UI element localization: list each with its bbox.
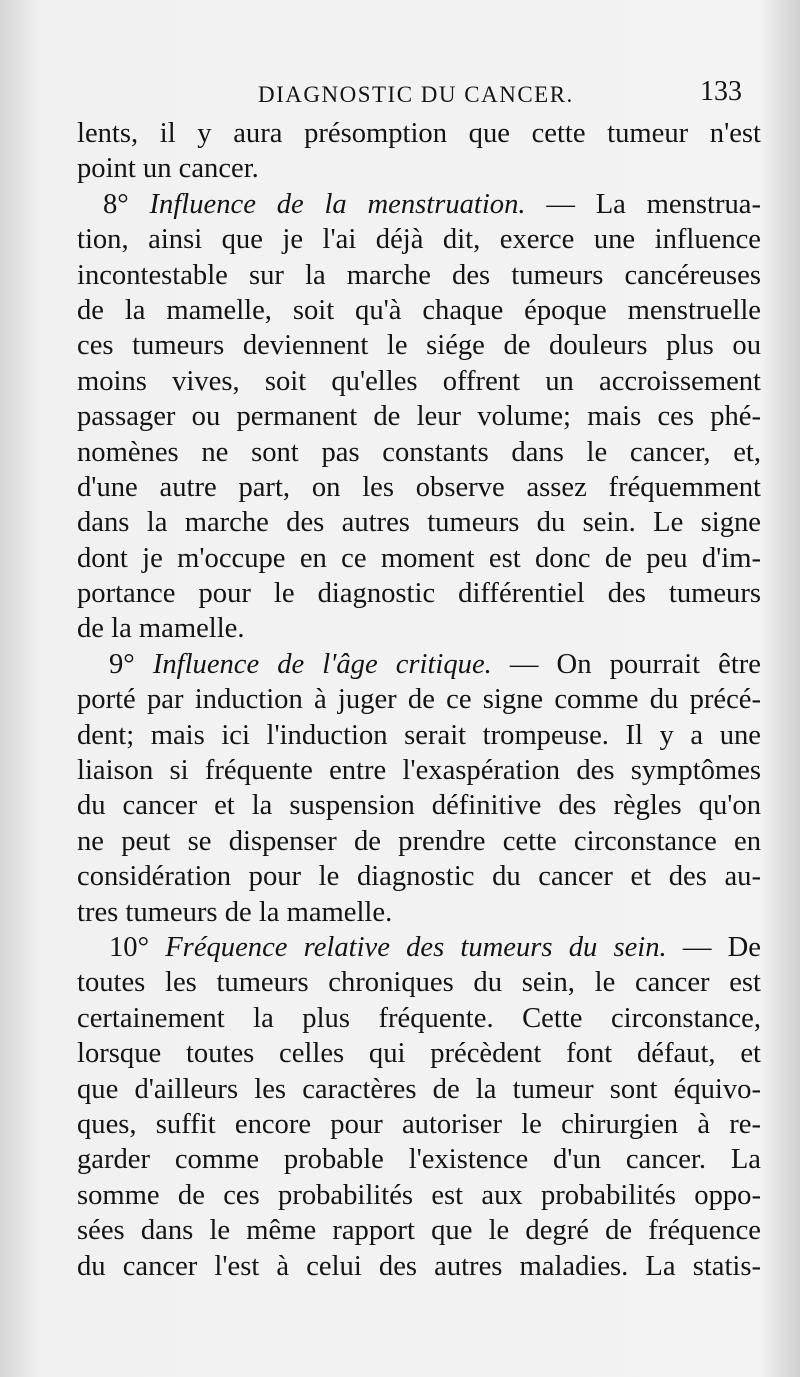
section-heading-line — [77, 647, 761, 682]
text-line: que d'ailleurs les caractères de la tumeur sont équivo- — [77, 1073, 761, 1105]
text-line: passager ou permanent de leur volume; mais ces phé- — [77, 401, 761, 433]
text-line: ques, suffit encore pour autoriser le chirurgien à re- — [77, 1108, 761, 1140]
text-line: dans la marche des autres tumeurs du sein. Le signe — [77, 507, 761, 539]
text-line: dont je m'occupe en ce moment est donc de peu d'im- — [77, 542, 761, 574]
text-line: tres tumeurs de la mamelle. — [77, 896, 393, 928]
text-line: considération pour le diagnostic du cancer et des au- — [77, 861, 761, 893]
text-line: somme de ces probabilités est aux probabilités oppo- — [77, 1179, 761, 1211]
text-fragment: — De — [682, 931, 761, 963]
text-fragment: — On pourrait être — [509, 648, 761, 680]
text-line: lents, il y aura présomption que cette tumeur n'est — [77, 118, 761, 149]
text-line: porté par induction à juger de ce signe comme du précé- — [77, 684, 761, 716]
text-line: sées dans le même rapport que le degré de fréquence — [77, 1215, 761, 1247]
body-text — [77, 116, 761, 1284]
text-line: lorsque toutes celles qui précèdent font défaut, et — [77, 1038, 761, 1070]
page-header — [0, 76, 800, 116]
text-line: tion, ainsi que je l'ai déjà dit, exerce une influence — [77, 224, 761, 256]
text-line: point un cancer. — [77, 153, 259, 185]
text-line: ne peut se dispenser de prendre cette circonstance en — [77, 825, 761, 857]
section-number: 8° — [103, 188, 129, 220]
page-number: 133 — [700, 76, 742, 107]
text-line: de la mamelle. — [77, 613, 245, 645]
section-heading-line — [77, 187, 761, 222]
text-line: d'une autre part, on les observe assez fréquemment — [77, 471, 761, 503]
section-heading-line — [77, 930, 761, 965]
section-number: 9° — [109, 648, 135, 680]
section-title: Influence de la menstruation. — [149, 188, 526, 220]
text-line: toutes les tumeurs chroniques du sein, le cancer est — [77, 967, 761, 999]
text-line: incontestable sur la marche des tumeurs cancéreuses — [77, 259, 761, 291]
text-line: de la mamelle, soit qu'à chaque époque menstruelle — [77, 294, 761, 326]
text-line: moins vives, soit qu'elles offrent un accroissement — [77, 365, 761, 397]
text-line: ces tumeurs deviennent le siége de douleurs plus ou — [77, 330, 761, 362]
text-line: du cancer et la suspension définitive des règles qu'on — [77, 790, 761, 822]
text-line: portance pour le diagnostic différentiel des tumeurs — [77, 578, 761, 610]
text-line: garder comme probable l'existence d'un cancer. La — [77, 1144, 761, 1176]
section-title: Fréquence relative des tumeurs du sein. — [165, 931, 667, 963]
text-line: dent; mais ici l'induction serait trompeuse. Il y a une — [77, 719, 761, 751]
text-line: du cancer l'est à celui des autres maladies. La statis- — [77, 1250, 761, 1282]
running-title: DIAGNOSTIC DU CANCER. — [258, 82, 574, 107]
text-line: nomènes ne sont pas constants dans le cancer, et, — [77, 436, 761, 468]
text-fragment: — La menstrua- — [546, 188, 761, 220]
section-number: 10° — [109, 931, 150, 963]
text-line: liaison si fréquente entre l'exaspération des symptômes — [77, 755, 761, 787]
section-title: Influence de l'âge critique. — [152, 648, 492, 680]
text-line: certainement la plus fréquente. Cette circonstance, — [77, 1002, 761, 1034]
